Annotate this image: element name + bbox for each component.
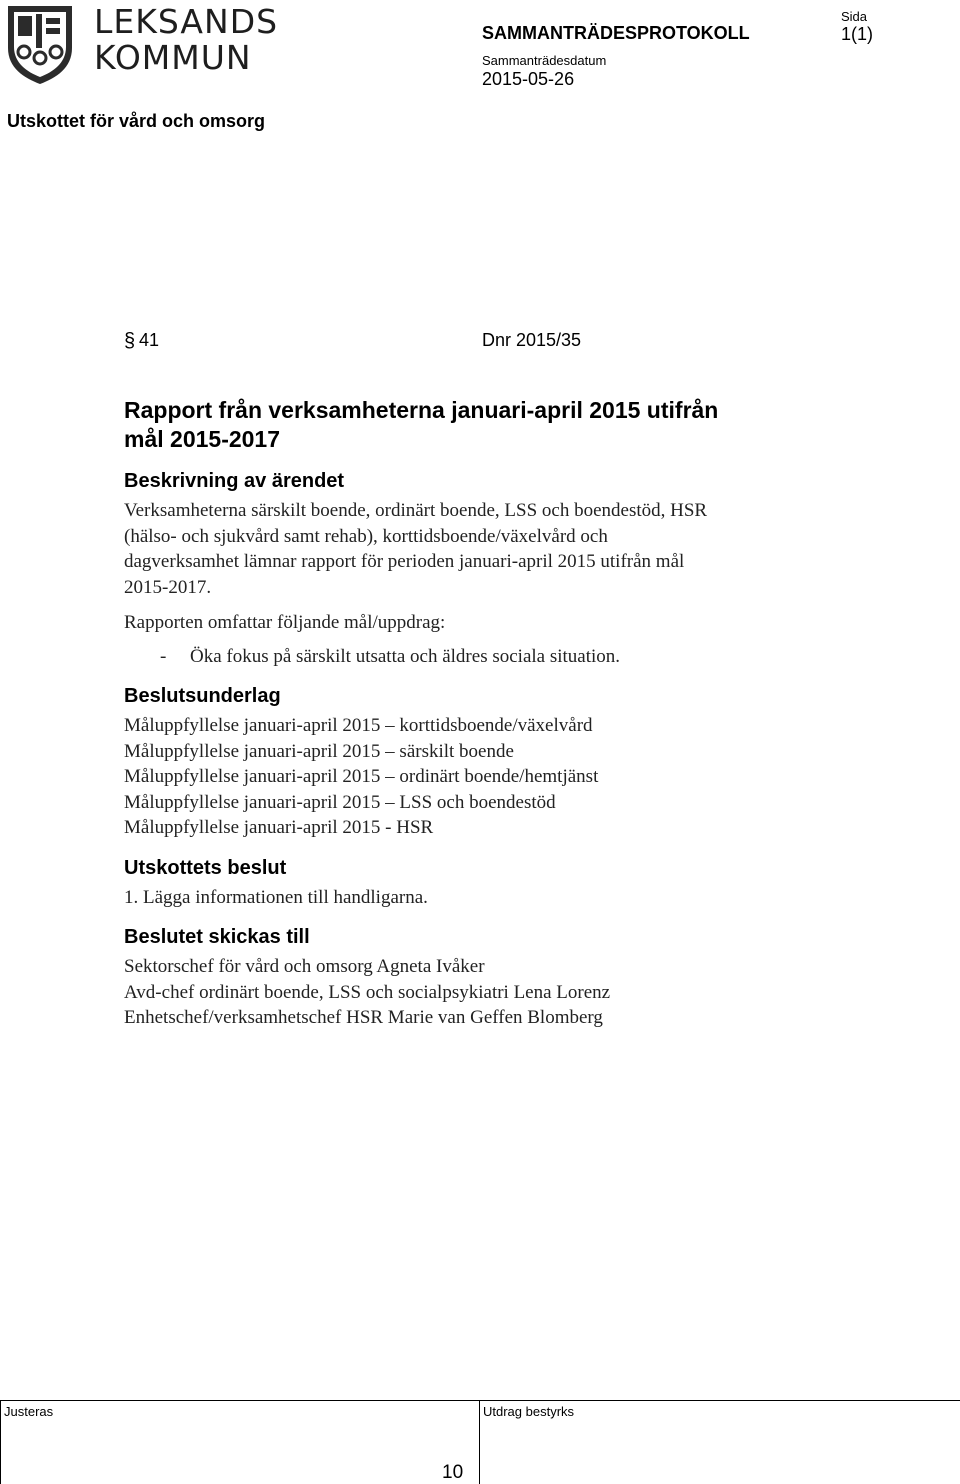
- beskrivning-line: 2015-2017.: [124, 576, 212, 598]
- footer-utdrag-label: Utdrag bestyrks: [483, 1404, 575, 1419]
- decision-text: 1. Lägga informationen till handligarna.: [124, 886, 428, 908]
- list-item: Sektorschef för vård och omsorg Agneta Ivåker: [124, 956, 485, 977]
- list-item: Enhetschef/verksamhetschef HSR Marie van Geffen Blomberg: [124, 1007, 603, 1028]
- beskrivning-body: [124, 498, 924, 669]
- beskrivning-line: (hälso- och sjukvård samt rehab), korttidsboende/växelvård och: [124, 525, 608, 547]
- list-item: Måluppfyllelse januari-april 2015 – särskilt boende: [124, 740, 514, 762]
- list-item: Måluppfyllelse januari-april 2015 – ordinärt boende/hemtjänst: [124, 766, 599, 787]
- document-type: SAMMANTRÄDESPROTOKOLL: [482, 23, 750, 43]
- paragraph-sign: §: [124, 330, 136, 352]
- beskrivning-line: Verksamheterna särskilt boende, ordinärt boende, LSS och boendestöd, HSR: [124, 500, 708, 521]
- main-content: [124, 396, 924, 1031]
- footer-divider: [0, 1400, 960, 1401]
- beslut-body: [124, 885, 924, 911]
- recipients-list: [124, 954, 924, 1031]
- list-item: Måluppfyllelse januari-april 2015 – korttidsboende/växelvård: [124, 715, 593, 736]
- page-label: Sida: [841, 9, 868, 24]
- heading-beslutsunderlag: Beslutsunderlag: [124, 685, 281, 707]
- footer-border-middle: [479, 1401, 480, 1484]
- footer-justeras-label: Justeras: [4, 1404, 54, 1419]
- org-name-line2: KOMMUN: [94, 38, 252, 77]
- committee-name: Utskottet för vård och omsorg: [7, 111, 266, 131]
- title-line1: Rapport från verksamheterna januari-april 2015 utifrån: [124, 397, 719, 423]
- list-item: Avd-chef ordinärt boende, LSS och socialpsykiatri Lena Lorenz: [124, 981, 611, 1003]
- bullet-dash: -: [160, 645, 167, 667]
- title-line2: mål 2015-2017: [124, 426, 281, 452]
- footer-page-number: 10: [442, 1462, 464, 1483]
- org-name-line1: LEKSANDS: [94, 2, 279, 41]
- paragraph-number: 41: [139, 330, 160, 350]
- list-item: [124, 644, 924, 670]
- case-number: Dnr 2015/35: [482, 330, 582, 350]
- beskrivning-line: dagverksamhet lämnar rapport för perioden januari-april 2015 utifrån mål: [124, 551, 685, 572]
- meeting-date-value: 2015-05-26: [482, 69, 575, 89]
- list-item: Måluppfyllelse januari-april 2015 – LSS och boendestöd: [124, 791, 556, 813]
- heading-skickas: Beslutet skickas till: [124, 926, 310, 948]
- footer-border-left: [0, 1401, 1, 1484]
- list-item: Måluppfyllelse januari-april 2015 - HSR: [124, 817, 434, 838]
- page-value: 1(1): [841, 24, 874, 44]
- report-intro: Rapporten omfattar följande mål/uppdrag:: [124, 612, 446, 633]
- meeting-date-label: Sammanträdesdatum: [482, 53, 607, 68]
- bullet-text: Öka fokus på särskilt utsatta och äldres sociala situation.: [190, 645, 621, 667]
- heading-beslut: Utskottets beslut: [124, 856, 287, 879]
- beslutsunderlag-list: [124, 713, 924, 841]
- municipality-seal-logo: [4, 2, 76, 86]
- heading-beskrivning: Beskrivning av ärendet: [124, 470, 345, 492]
- document-title: [124, 396, 924, 454]
- organization-name: [94, 4, 278, 76]
